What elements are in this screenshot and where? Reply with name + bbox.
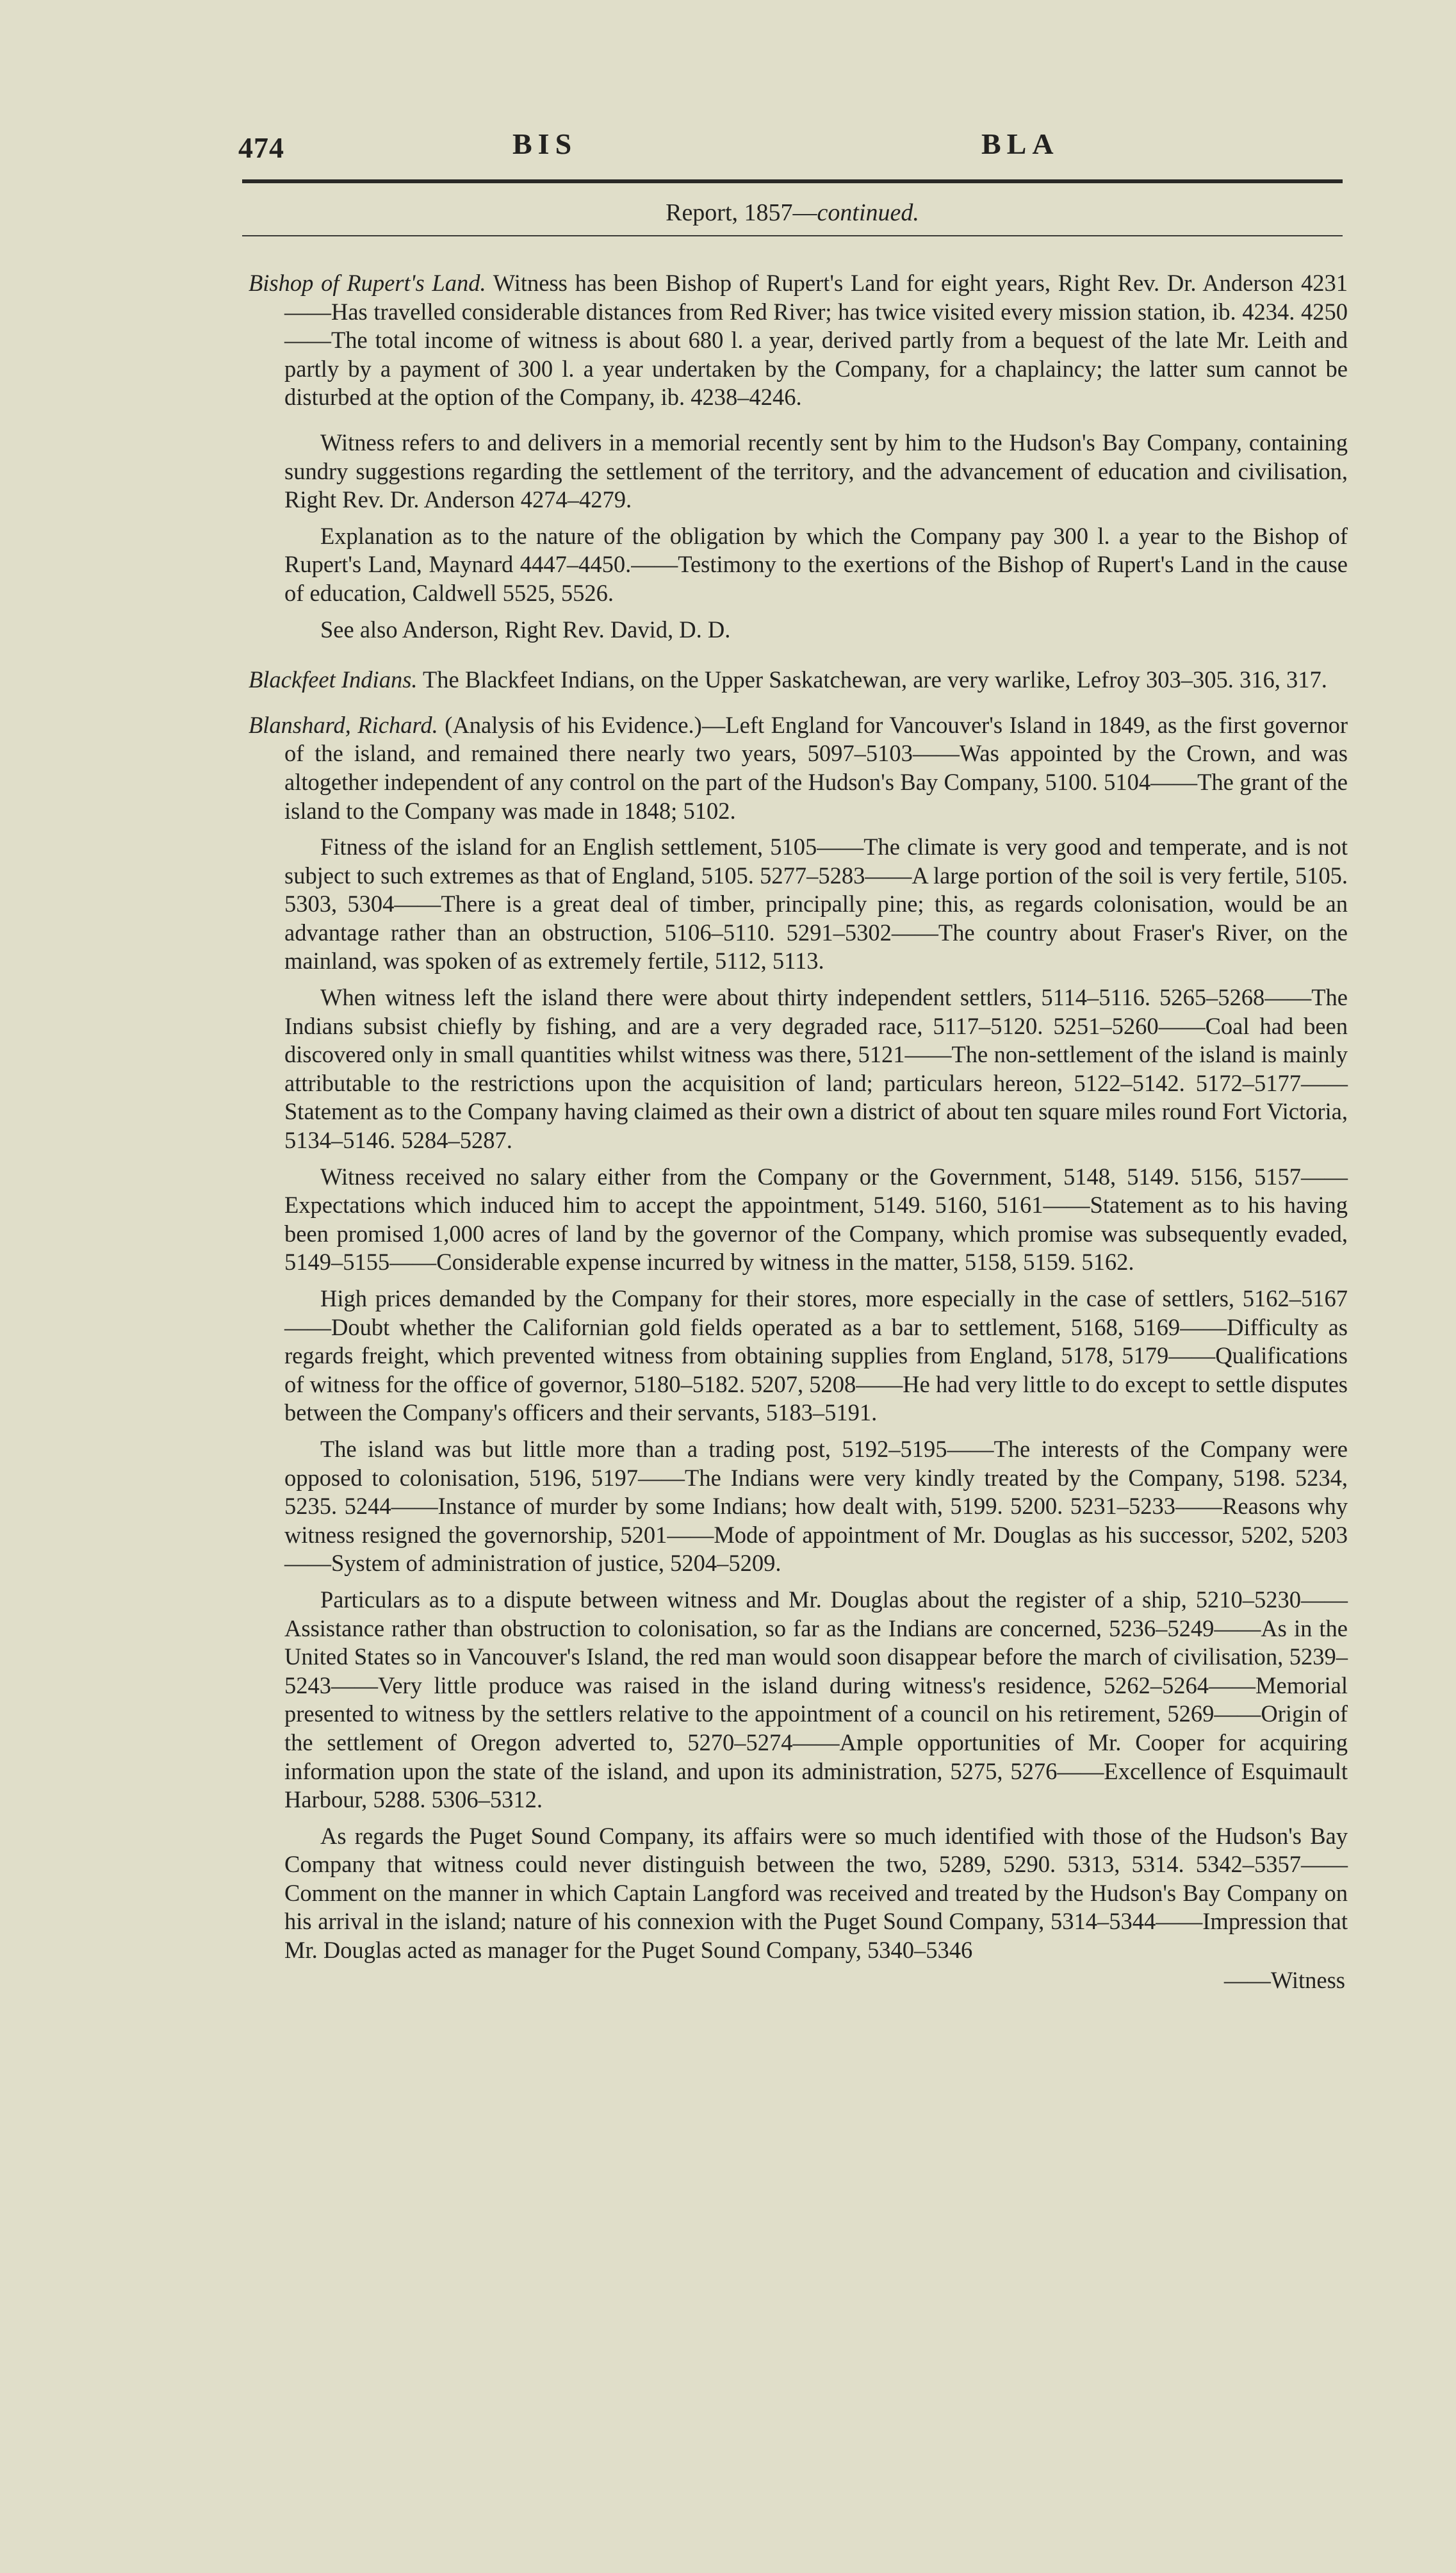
see-also-reference: See also Anderson, Right Rev. David, D. D.	[320, 616, 731, 643]
entry-paragraph: Particulars as to a dispute between witness and Mr. Douglas about the register of a ship, 5210–5230——Assistance rather than obstruction to colonisation, so far as the Indians are concerned, 5236–5249——As in the United States so in Vancouver's Island, the red man would soon disappear before the march of civilisation, 5239–5243——Very little produce was raised in the island during witness's residence, 5262–5264——Memorial presented to witness by the settlers relative to the appointment of a council on his retirement, 5269——Origin of the settlement of Oregon adverted to, 5270–5274——Ample opportunities of Mr. Cooper for acquiring information upon the state of the island, and upon its administration, 5275, 5276——Excellence of Esquimault Harbour, 5288. 5306–5312.	[284, 1586, 1348, 1813]
subheader-rule	[242, 235, 1343, 236]
guide-word-right: BLA	[981, 127, 1059, 160]
index-entry	[249, 666, 1348, 695]
page-number: 474	[238, 131, 284, 164]
entry-paragraph: As regards the Puget Sound Company, its affairs were so much identified with those of the Hudson's Bay Company that witness could never distinguish between the two, 5289, 5290. 5313, 5314. 5342–5357——Comment on the manner in which Captain Langford was received and treated by the Hudson's Bay Company on his arrival in the island; nature of his connexion with the Puget Sound Company, 5314–5344——Impression that Mr. Douglas acted as manager for the Puget Sound Company, 5340–5346	[284, 1822, 1348, 1964]
entry-text: Witness has been Bishop of Rupert's Land for eight years, Right Rev. Dr. Anderson 4231——Has travelled considerable distances from Red River; has twice visited every mission station, ib. 4234. 4250——The total income of witness is about 680 l. a year, derived partly from a bequest of the late Mr. Leith and partly by a payment of 300 l. a year undertaken by the Company, for a chaplaincy; the latter sum cannot be disturbed at the option of the Company, ib. 4238–4246.	[284, 270, 1348, 411]
catchword: ——Witness	[1223, 1966, 1345, 1993]
entry-paragraph: High prices demanded by the Company for their stores, more especially in the case of settlers, 5162–5167——Doubt whether the Californian gold fields operated as a bar to settlement, 5168, 5169——Difficulty as regards freight, which prevented witness from obtaining supplies from England, 5178, 5179——Qualifications of witness for the office of governor, 5180–5182. 5207, 5208——He had very little to do except to settle disputes between the Company's officers and their servants, 5183–5191.	[284, 1285, 1348, 1426]
running-header	[238, 127, 1343, 172]
index-body	[249, 269, 1348, 2018]
section-subheader	[242, 199, 1343, 227]
index-entry	[249, 269, 1348, 412]
header-rule	[242, 179, 1343, 183]
entry-paragraph: Explanation as to the nature of the obligation by which the Company pay 300 l. a year to the Bishop of Rupert's Land, Maynard 4447–4450.——Testimony to the exertions of the Bishop of Rupert's Land in the cause of education, Caldwell 5525, 5526.	[284, 522, 1348, 606]
entry-paragraph: When witness left the island there were about thirty independent settlers, 5114–5116. 5265–5268——The Indians subsist chiefly by fishing, and are a very degraded race, 5117–5120. 5251–5260——Coal had been discovered only in small quantities whilst witness was there, 5121——The non-settlement of the island is mainly attributable to the restrictions upon the acquisition of land; particulars hereon, 5122–5142. 5172–5177——Statement as to the Company having claimed as their own a district of about ten square miles round Fort Victoria, 5134–5146. 5284–5287.	[284, 984, 1348, 1154]
entry-heading: Blackfeet Indians.	[249, 666, 418, 693]
entry-heading: Blanshard, Richard.	[249, 711, 438, 738]
index-entry	[249, 711, 1348, 825]
entry-paragraph: The island was but little more than a trading post, 5192–5195——The interests of the Company were opposed to colonisation, 5196, 5197——The Indians were very kindly treated by the Company, 5198. 5234, 5235. 5244——Instance of murder by some Indians; how dealt with, 5199. 5200. 5231–5233——Reasons why witness resigned the governorship, 5201——Mode of appointment of Mr. Douglas as his successor, 5202, 5203——System of administration of justice, 5204–5209.	[284, 1435, 1348, 1577]
entry-paragraph: Witness received no salary either from the Company or the Government, 5148, 5149. 5156, 5157——Expectations which induced him to accept the appointment, 5149. 5160, 5161——Statement as to his having been promised 1,000 acres of land by the governor of the Company, which promise was subsequently evaded, 5149–5155——Considerable expense incurred by witness in the matter, 5158, 5159. 5162.	[284, 1163, 1348, 1276]
entry-text: (Analysis of his Evidence.)—Left England for Vancouver's Island in 1849, as the first governor of the island, and remained there nearly two years, 5097–5103——Was appointed by the Crown, and was altogether independent of any control on the part of the Hudson's Bay Company, 5100. 5104——The grant of the island to the Company was made in 1848; 5102.	[284, 711, 1348, 824]
entry-paragraph: Fitness of the island for an English settlement, 5105——The climate is very good and temperate, and is not subject to such extremes as that of England, 5105. 5277–5283——A large portion of the soil is very fertile, 5105. 5303, 5304——There is a great deal of timber, principally pine; this, as regards colonisation, would be an advantage rather than an obstruction, 5106–5110. 5291–5302——The country about Fraser's River, on the mainland, was spoken of as extremely fertile, 5112, 5113.	[284, 834, 1348, 974]
entry-heading: Bishop of Rupert's Land.	[249, 270, 486, 296]
subheader-italic: continued.	[817, 199, 919, 226]
entry-text: The Blackfeet Indians, on the Upper Saskatchewan, are very warlike, Lefroy 303–305. 316, 317.	[423, 666, 1327, 693]
subheader-text: Report, 1857—	[666, 199, 817, 226]
entry-paragraph: Witness refers to and delivers in a memorial recently sent by him to the Hudson's Bay Company, containing sundry suggestions regarding the settlement of the territory, and the advancement of education and civilisation, Right Rev. Dr. Anderson 4274–4279.	[284, 429, 1348, 513]
guide-word-left: BIS	[512, 127, 578, 160]
